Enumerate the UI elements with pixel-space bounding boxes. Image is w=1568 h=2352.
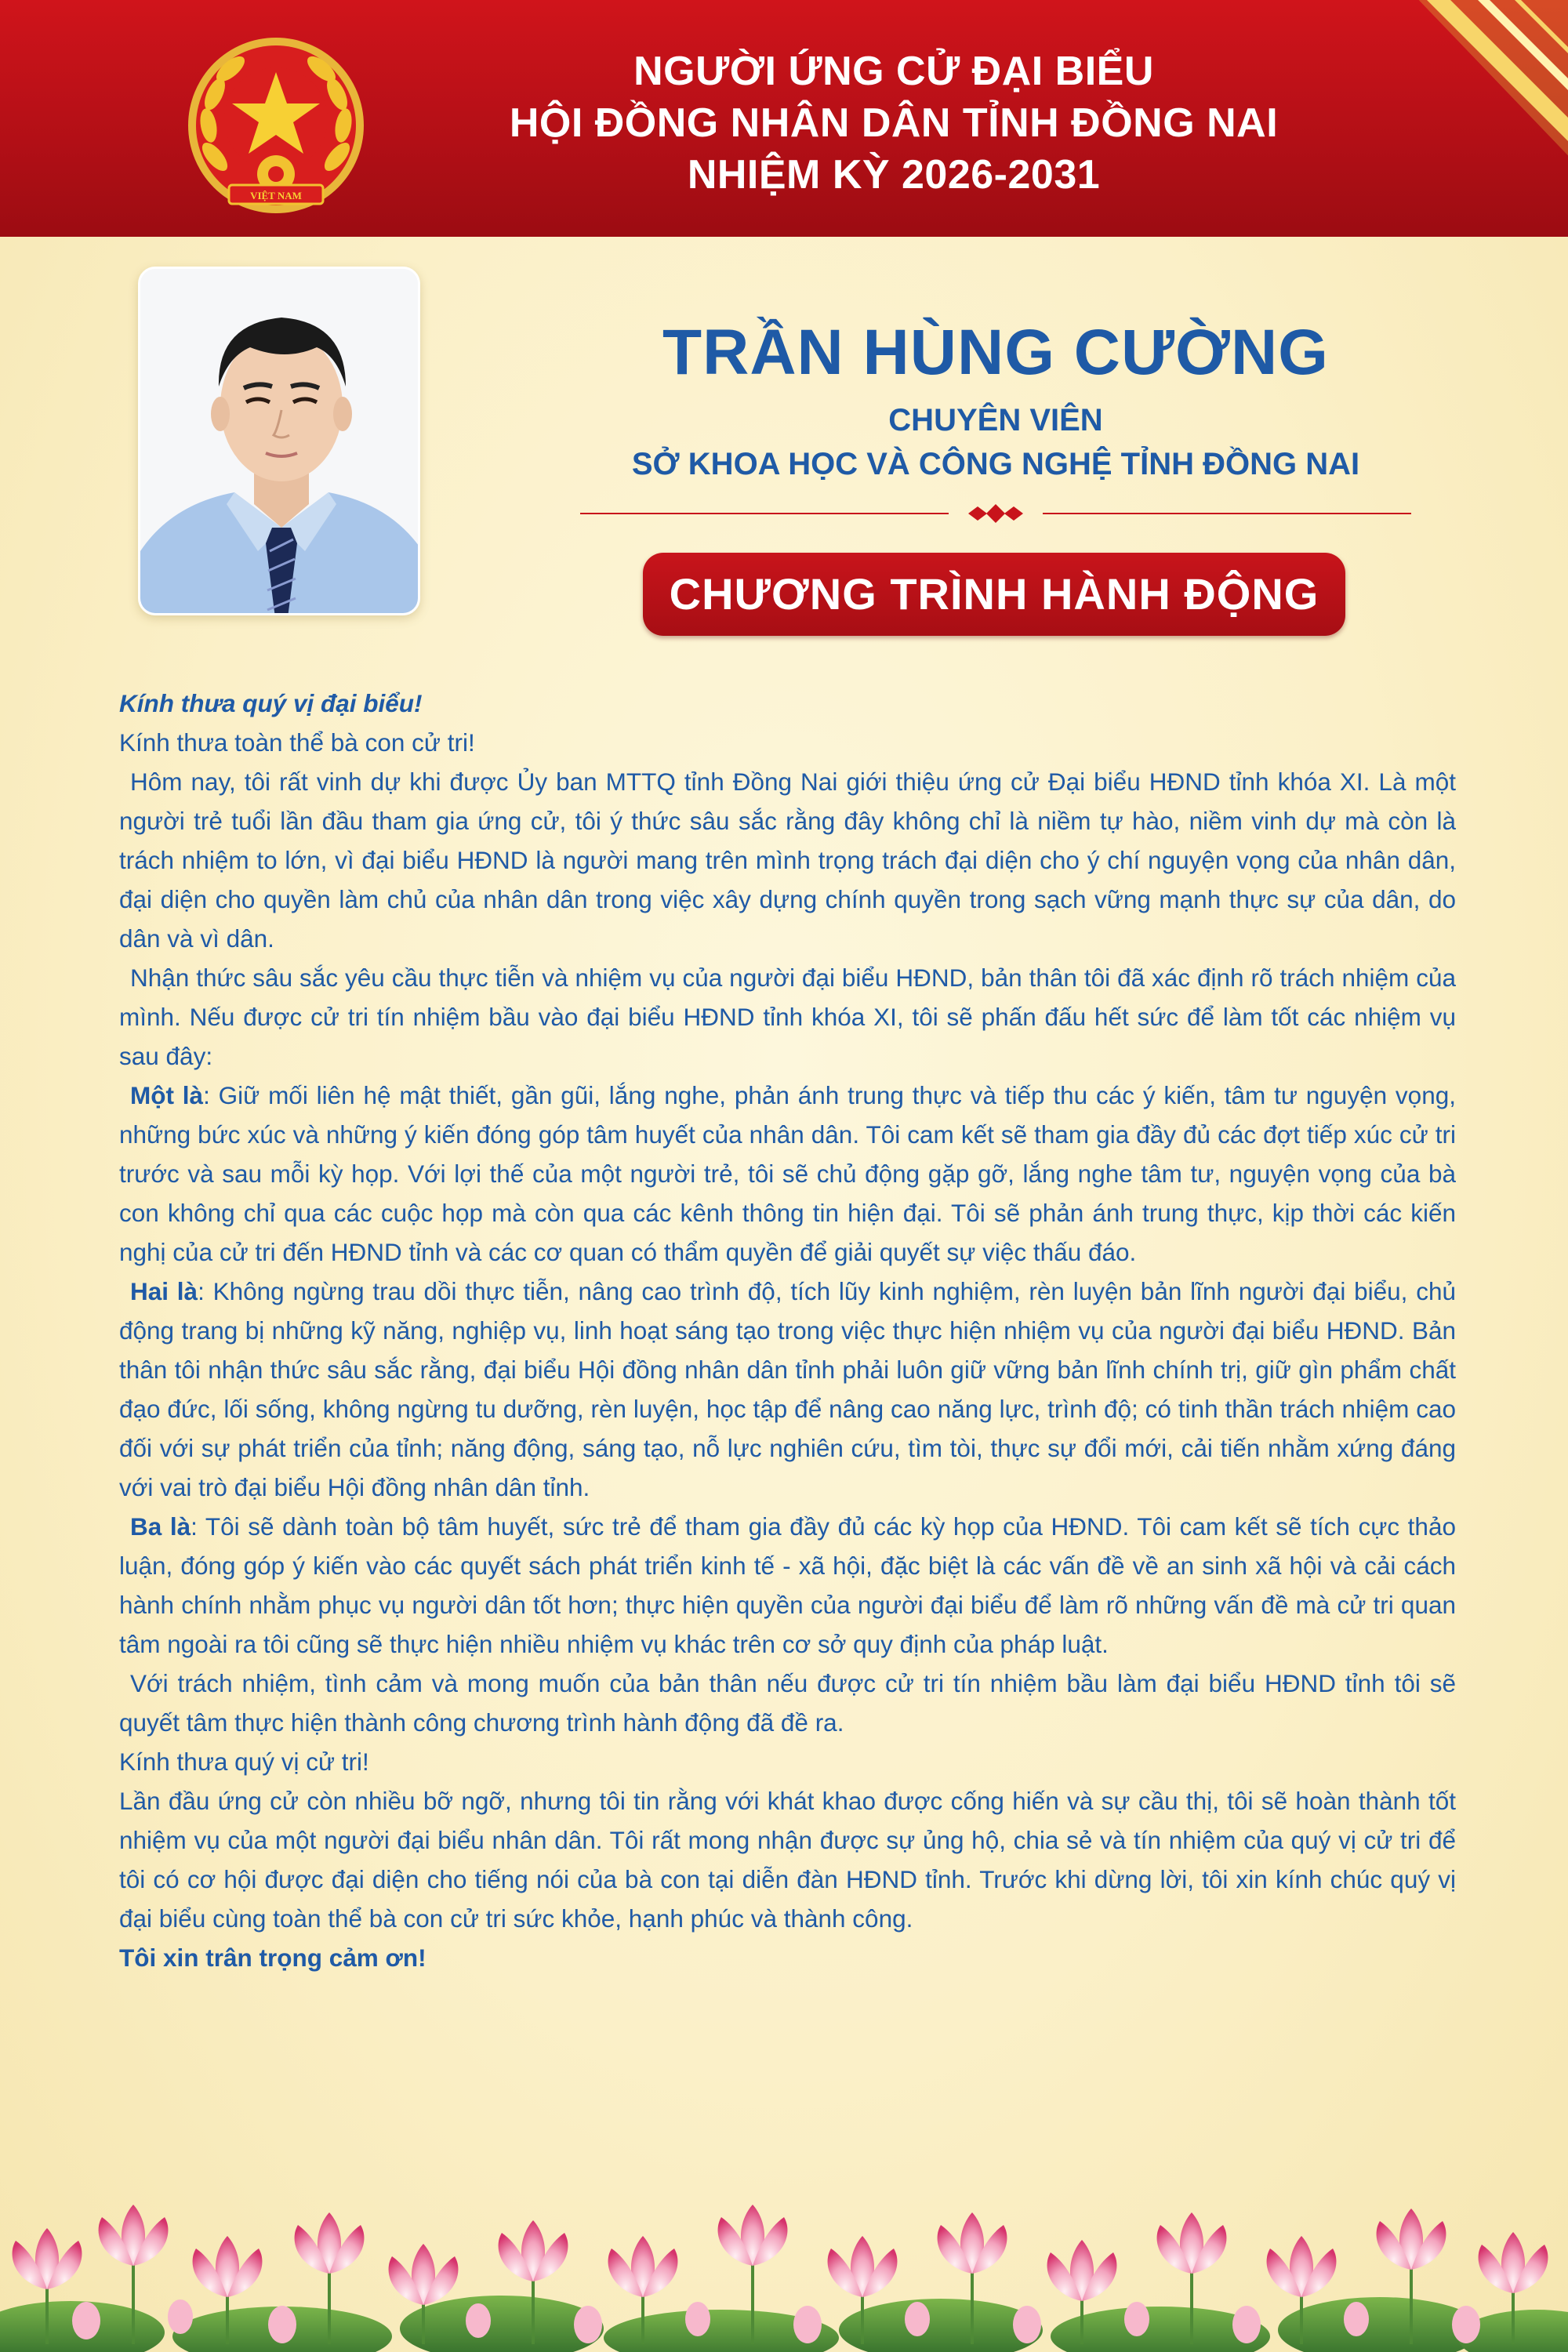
closing-thanks-text: Tôi xin trân trọng cảm ơn! (119, 1944, 426, 1972)
portrait-illustration (140, 269, 420, 615)
task-one (119, 1076, 1456, 1272)
task-one-text: : Giữ mối liên hệ mật thiết, gần gũi, lắng nghe, phản ánh trung thực và tiếp thu các ý kiến, tâm tư nguyện vọng, những bức xúc và những ý kiến đóng góp tâm huyết của nhân dân. Tôi cam kết sẽ tham gia đầy đủ các đợt tiếp xúc cử tri trước và sau mỗi kỳ họp. Với lợi thế của một người trẻ, tôi sẽ chủ động gặp gỡ, lắng nghe tâm tư, nguyện vọng của bà con không chỉ qua các cuộc họp mà còn qua các kênh thông tin hiện đại. Tôi sẽ phản ánh trung thực, kịp thời các kiến nghị của cử tri đến HĐND tỉnh và các cơ quan có thẩm quyền để giải quyết sự việc thấu đáo. (119, 1081, 1456, 1266)
emblem-text: VIỆT NAM (250, 190, 302, 201)
task-two-label: Hai là (130, 1277, 198, 1305)
candidate-name: TRẦN HÙNG CƯỜNG (662, 317, 1329, 388)
candidate-organization: SỞ KHOA HỌC VÀ CÔNG NGHỆ TỈNH ĐỒNG NAI (631, 447, 1360, 481)
lotus-flowers-icon (0, 2164, 1568, 2352)
program-heading: CHƯƠNG TRÌNH HÀNH ĐỘNG (643, 553, 1345, 636)
header-banner (0, 0, 1568, 237)
header-title (408, 45, 1380, 201)
paragraph-intro: Hôm nay, tôi rất vinh dự khi được Ủy ban MTTQ tỉnh Đồng Nai giới thiệu ứng cử Đại biểu HĐND tỉnh khóa XI. Là một người trẻ tuổi lần đầu tham gia ứng cử, tôi ý thức sâu sắc rằng đây không chỉ là niềm tự hào, niềm vinh dự mà còn là trách nhiệm to lớn, vì đại biểu HĐND là người mang trên mình trọng trách đại diện cho ý chí nguyện vọng của nhân dân, đại diện cho quyền làm chủ của nhân dân trong việc xây dựng chính quyền trong sạch vững mạnh thực sự của dân, do dân và vì dân. (119, 768, 1456, 953)
candidate-photo (138, 267, 420, 615)
header-title-line1: NGƯỜI ỨNG CỬ ĐẠI BIỂU (633, 49, 1154, 94)
greeting-voters-2: Kính thưa quý vị cử tri! (119, 1748, 369, 1776)
task-three-text: : Tôi sẽ dành toàn bộ tâm huyết, sức trẻ để tham gia đầy đủ các kỳ họp của HĐND. Tôi cam kết sẽ tích cực thảo luận, đóng góp ý kiến vào các quyết sách phát triển kinh tế - xã hội, đặc biệt là các vấn đề về an sinh xã hội và cải cách hành chính nhằm phục vụ người dân tốt hơn; thực hiện quyền của người đại biểu để làm rõ những vấn đề mà cử tri quan tâm ngoài ra tôi cũng sẽ thực hiện nhiều nhiệm vụ khác trên cơ sở quy định của pháp luật. (119, 1512, 1456, 1658)
gold-swoosh-decoration (1364, 0, 1568, 237)
greeting-voters: Kính thưa toàn thể bà con cử tri! (119, 728, 475, 757)
task-two-text: : Không ngừng trau dồi thực tiễn, nâng cao trình độ, tích lũy kinh nghiệm, rèn luyện bản lĩnh người đại biểu, chủ động trang bị những kỹ năng, nghiệp vụ, linh hoạt sáng tạo trong việc thực hiện nhiệm vụ của người đại biểu HĐND. Bản thân tôi nhận thức sâu sắc rằng, đại biểu Hội đồng nhân dân tỉnh phải luôn giữ vững bản lĩnh chính trị, giữ gìn phẩm chất đạo đức, lối sống, không ngừng tu dưỡng, rèn luyện, học tập để nâng cao năng lực, trình độ; có tinh thần trách nhiệm cao đối với sự phát triển của tỉnh; năng động, sáng tạo, nỗ lực nghiên cứu, tìm tòi, thực sự đổi mới, cải tiến nhằm xứng đáng với vai trò đại biểu Hội đồng nhân dân tỉnh. (119, 1277, 1456, 1501)
closing-thanks (119, 1938, 1456, 1977)
paragraph-closing: Lần đầu ứng cử còn nhiều bỡ ngỡ, nhưng tôi tin rằng với khát khao được cống hiến và sự cầu thị, tôi sẽ hoàn thành tốt nhiệm vụ của một người đại biểu nhân dân. Tôi rất mong nhận được sự ủng hộ, chia sẻ và tín nhiệm của quý vị cử tri để tôi có cơ hội được đại diện cho tiếng nói của bà con tại diễn đàn HĐND tỉnh. Trước khi dừng lời, tôi xin kính chúc quý vị đại biểu cùng toàn thể bà con cử tri sức khỏe, hạnh phúc và thành công. (119, 1787, 1456, 1933)
task-two (119, 1272, 1456, 1507)
ornamental-divider (580, 502, 1411, 525)
header-title-line2: HỘI ĐỒNG NHÂN DÂN TỈNH ĐỒNG NAI (509, 100, 1279, 146)
candidate-title: CHUYÊN VIÊN (888, 403, 1103, 437)
greeting-delegates: Kính thưa quý vị đại biểu! (119, 689, 423, 717)
speech-body (119, 684, 1456, 1977)
task-one-label: Một là (130, 1081, 204, 1109)
task-three-label: Ba là (130, 1512, 191, 1541)
paragraph-awareness: Nhận thức sâu sắc yêu cầu thực tiễn và nhiệm vụ của người đại biểu HĐND, bản thân tôi đã xác định rõ trách nhiệm của mình. Nếu được cử tri tín nhiệm bầu vào đại biểu HĐND tỉnh khóa XI, tôi sẽ phấn đấu hết sức để làm tốt các nhiệm vụ sau đây: (119, 964, 1456, 1070)
candidate-position (470, 398, 1521, 486)
paragraph-commitment: Với trách nhiệm, tình cảm và mong muốn của bản thân nếu được cử tri tín nhiệm bầu làm đại biểu HĐND tỉnh tôi sẽ quyết tâm thực hiện thành công chương trình hành động đã đề ra. (119, 1669, 1456, 1737)
task-three (119, 1507, 1456, 1664)
national-emblem-icon (182, 31, 370, 220)
header-title-line3: NHIỆM KỲ 2026-2031 (687, 152, 1101, 198)
